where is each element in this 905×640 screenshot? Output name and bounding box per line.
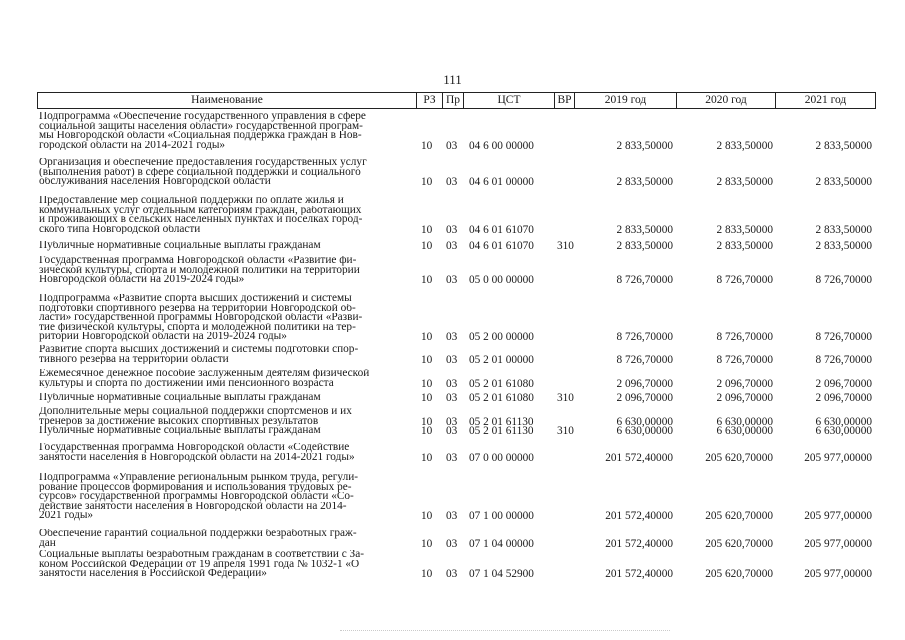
- cell-pr: 03: [446, 415, 458, 428]
- cell-pr: 03: [446, 537, 458, 550]
- row-name-line: зической культуры, спорта и молодежной политики на территории: [39, 265, 360, 276]
- cell-2020: 8 726,70000: [716, 331, 773, 344]
- cell-cst: 05 2 00 00000: [469, 331, 534, 344]
- cell-rz: 10: [421, 223, 433, 236]
- row-name-line: Публичные нормативные социальные выплаты гражданам: [39, 426, 321, 436]
- cell-pr: 03: [446, 139, 458, 152]
- row-name-line: рование процессов формирования и использования трудовых ре-: [39, 482, 352, 493]
- cell-2020: 2 833,50000: [716, 223, 773, 236]
- cell-2019: 8 726,70000: [616, 274, 673, 287]
- cell-rz: 10: [421, 377, 433, 390]
- row-name: [39, 294, 417, 342]
- cell-cst: 07 0 00 00000: [469, 451, 534, 464]
- cell-rz: 10: [421, 274, 433, 287]
- header-2021: 2021 год: [775, 92, 876, 109]
- header-rz: РЗ: [416, 92, 443, 109]
- cell-pr: 03: [446, 176, 458, 189]
- row-name-line: коном Российской Федерации от 19 апреля 1991 года № 1032-1 «О: [39, 559, 360, 570]
- cell-cst: 04 6 01 61070: [469, 223, 534, 236]
- cell-2020: 205 620,70000: [705, 451, 773, 464]
- cell-pr: 03: [446, 223, 458, 236]
- row-name-line: городской области на 2014-2021 годы»: [39, 140, 226, 151]
- cell-2020: 8 726,70000: [716, 353, 773, 366]
- header-2019: 2019 год: [574, 92, 677, 109]
- cell-rz: 10: [421, 331, 433, 344]
- cell-pr: 03: [446, 568, 458, 581]
- cell-2019: 8 726,70000: [616, 331, 673, 344]
- cell-2020: 2 833,50000: [716, 176, 773, 189]
- cell-cst: 07 1 04 00000: [469, 537, 534, 550]
- cell-2019: 201 572,40000: [605, 510, 673, 523]
- row-name-line: тивного резерва на территории области: [39, 354, 229, 365]
- cell-rz: 10: [421, 415, 433, 428]
- cell-rz: 10: [421, 139, 433, 152]
- cell-2021: 2 833,50000: [815, 176, 872, 189]
- row-name-line: (выполнения работ) в сфере социальной поддержки и социального: [39, 167, 361, 178]
- header-cst: ЦСТ: [463, 92, 555, 109]
- row-name-line: Государственная программа Новгородской области «Содействие: [39, 443, 350, 453]
- cell-cst: 04 6 00 00000: [469, 139, 534, 152]
- header-pr: Пр: [442, 92, 464, 109]
- row-name: [39, 256, 417, 285]
- row-name-line: Государственная программа Новгородской области «Развитие фи-: [39, 256, 357, 266]
- row-name: [39, 529, 417, 548]
- cell-rz: 10: [421, 510, 433, 523]
- row-name: [39, 345, 417, 364]
- row-name-line: Публичные нормативные социальные выплаты гражданам: [39, 393, 321, 403]
- row-name-line: Развитие спорта высших достижений и системы подготовки спор-: [39, 345, 359, 355]
- row-name: [39, 196, 417, 234]
- cell-rz: 10: [421, 240, 433, 252]
- cell-vr: 310: [557, 425, 574, 437]
- row-name-line: Подпрограмма «Развитие спорта высших достижений и системы: [39, 294, 352, 304]
- cell-2019: 2 096,70000: [616, 392, 673, 404]
- cell-pr: 03: [446, 510, 458, 523]
- row-name-line: ского типа Новгородской области: [39, 224, 201, 235]
- scan-noise: [340, 630, 670, 632]
- cell-2020: 205 620,70000: [705, 510, 773, 523]
- row-name-line: действие занятости населения в Новгородской области на 2014-: [39, 501, 347, 512]
- row-name-line: мы Новгородской области «Социальная поддержка граждан в Нов-: [39, 131, 362, 141]
- cell-pr: 03: [446, 274, 458, 287]
- row-name-line: обслуживания населения Новгородской области: [39, 177, 271, 187]
- row-name-line: Новгородской области на 2019-2024 годы»: [39, 275, 245, 285]
- row-name-line: Социальные выплаты безработным гражданам в соответствии с За-: [39, 550, 364, 560]
- row-name-line: социальной защиты населения области» государственной програм-: [39, 121, 363, 132]
- cell-2021: 8 726,70000: [815, 353, 872, 366]
- header-name: Наименование: [37, 92, 417, 109]
- cell-2019: 2 833,50000: [616, 240, 673, 252]
- row-name: [39, 426, 417, 436]
- cell-2019: 8 726,70000: [616, 353, 673, 366]
- cell-2021: 6 630,00000: [815, 415, 872, 428]
- row-name-line: тренеров за достижение высоких спортивных результатов: [39, 416, 319, 427]
- cell-2021: 205 977,00000: [804, 451, 872, 464]
- row-name-line: Предоставление мер социальной поддержки по оплате жилья и: [39, 196, 344, 206]
- cell-2019: 201 572,40000: [605, 451, 673, 464]
- cell-2019: 6 630,00000: [616, 425, 673, 437]
- row-name-line: занятости населения в Российской Федерации»: [39, 569, 267, 579]
- row-name-line: дан: [39, 538, 56, 549]
- cell-rz: 10: [421, 392, 433, 404]
- cell-cst: 05 2 01 00000: [469, 353, 534, 366]
- row-name-line: Дополнительные меры социальной поддержки спортсменов и их: [39, 407, 352, 417]
- cell-2020: 6 630,00000: [716, 425, 773, 437]
- cell-rz: 10: [421, 451, 433, 464]
- page-number: 111: [443, 72, 462, 87]
- cell-2021: 205 977,00000: [804, 568, 872, 581]
- cell-cst: 07 1 00 00000: [469, 510, 534, 523]
- cell-cst: 04 6 01 00000: [469, 176, 534, 189]
- cell-2021: 2 833,50000: [815, 223, 872, 236]
- cell-pr: 03: [446, 377, 458, 390]
- cell-2019: 201 572,40000: [605, 537, 673, 550]
- cell-2021: 2 833,50000: [815, 139, 872, 152]
- cell-2021: 2 833,50000: [815, 240, 872, 252]
- cell-2019: 201 572,40000: [605, 568, 673, 581]
- row-name: [39, 393, 417, 403]
- cell-cst: 05 2 01 61130: [469, 425, 534, 437]
- row-name-line: коммунальных услуг отдельным категориям граждан, работающих: [39, 205, 362, 216]
- row-name: [39, 550, 417, 579]
- header-2020: 2020 год: [676, 92, 776, 109]
- cell-pr: 03: [446, 331, 458, 344]
- cell-pr: 03: [446, 392, 458, 404]
- cell-2019: 2 833,50000: [616, 223, 673, 236]
- cell-2020: 2 096,70000: [716, 392, 773, 404]
- cell-2019: 2 833,50000: [616, 176, 673, 189]
- row-name-line: Ежемесячное денежное пособие заслуженным деятелям физической: [39, 369, 370, 379]
- cell-2021: 205 977,00000: [804, 537, 872, 550]
- cell-2019: 2 833,50000: [616, 139, 673, 152]
- cell-vr: 310: [557, 392, 574, 404]
- row-name-line: Обеспечение гарантий социальной поддержки безработных граж-: [39, 529, 357, 539]
- cell-cst: 07 1 04 52900: [469, 568, 534, 581]
- cell-vr: 310: [557, 240, 574, 252]
- cell-rz: 10: [421, 425, 433, 437]
- cell-2019: 2 096,70000: [616, 377, 673, 390]
- cell-rz: 10: [421, 176, 433, 189]
- header-vr: ВР: [554, 92, 575, 109]
- row-name-line: ритории Новгородской области на 2019-2024 годы»: [39, 332, 287, 342]
- cell-rz: 10: [421, 568, 433, 581]
- row-name-line: подготовки спортивного резерва на территории Новгородской об-: [39, 303, 356, 314]
- row-name-line: тие физической культуры, спорта и молодежной политики на тер-: [39, 322, 356, 333]
- row-name: [39, 369, 417, 388]
- row-name-line: Публичные нормативные социальные выплаты гражданам: [39, 241, 321, 251]
- cell-2021: 8 726,70000: [815, 331, 872, 344]
- cell-2020: 2 096,70000: [716, 377, 773, 390]
- cell-2019: 6 630,00000: [616, 415, 673, 428]
- row-name-line: ласти» государственной программы Новгородской области «Разви-: [39, 313, 363, 323]
- cell-2020: 6 630,00000: [716, 415, 773, 428]
- row-name-line: сурсов» государственной программы Новгородской области «Со-: [39, 492, 354, 502]
- row-name: [39, 443, 417, 462]
- cell-2020: 205 620,70000: [705, 568, 773, 581]
- cell-cst: 05 2 01 61080: [469, 377, 534, 390]
- row-name-line: культуры и спорта по достижении ими пенсионного возраста: [39, 378, 334, 389]
- cell-cst: 05 2 01 61130: [469, 415, 534, 428]
- cell-pr: 03: [446, 451, 458, 464]
- cell-2020: 205 620,70000: [705, 537, 773, 550]
- cell-2021: 2 096,70000: [815, 392, 872, 404]
- row-name: [39, 158, 417, 187]
- row-name-line: 2021 годы»: [39, 511, 94, 521]
- row-name-line: и проживающих в сельских населенных пунктах и поселках город-: [39, 215, 363, 225]
- row-name-line: Подпрограмма «Управление региональным рынком труда, регули-: [39, 473, 359, 483]
- row-name: [39, 407, 417, 426]
- row-name: [39, 241, 417, 251]
- cell-rz: 10: [421, 353, 433, 366]
- cell-2020: 8 726,70000: [716, 274, 773, 287]
- cell-cst: 05 0 00 00000: [469, 274, 534, 287]
- cell-cst: 04 6 01 61070: [469, 240, 534, 252]
- cell-2020: 2 833,50000: [716, 240, 773, 252]
- cell-pr: 03: [446, 353, 458, 366]
- row-name-line: Организация и обеспечение предоставления государственных услуг: [39, 158, 367, 168]
- row-name-line: занятости населения в Новгородской области на 2014-2021 годы»: [39, 452, 355, 463]
- cell-2020: 2 833,50000: [716, 139, 773, 152]
- cell-2021: 2 096,70000: [815, 377, 872, 390]
- row-name: [39, 112, 417, 150]
- row-name: [39, 473, 417, 521]
- cell-2021: 205 977,00000: [804, 510, 872, 523]
- cell-pr: 03: [446, 425, 458, 437]
- cell-2021: 6 630,00000: [815, 425, 872, 437]
- cell-rz: 10: [421, 537, 433, 550]
- cell-cst: 05 2 01 61080: [469, 392, 534, 404]
- cell-pr: 03: [446, 240, 458, 252]
- cell-2021: 8 726,70000: [815, 274, 872, 287]
- row-name-line: Подпрограмма «Обеспечение государственного управления в сфере: [39, 112, 366, 122]
